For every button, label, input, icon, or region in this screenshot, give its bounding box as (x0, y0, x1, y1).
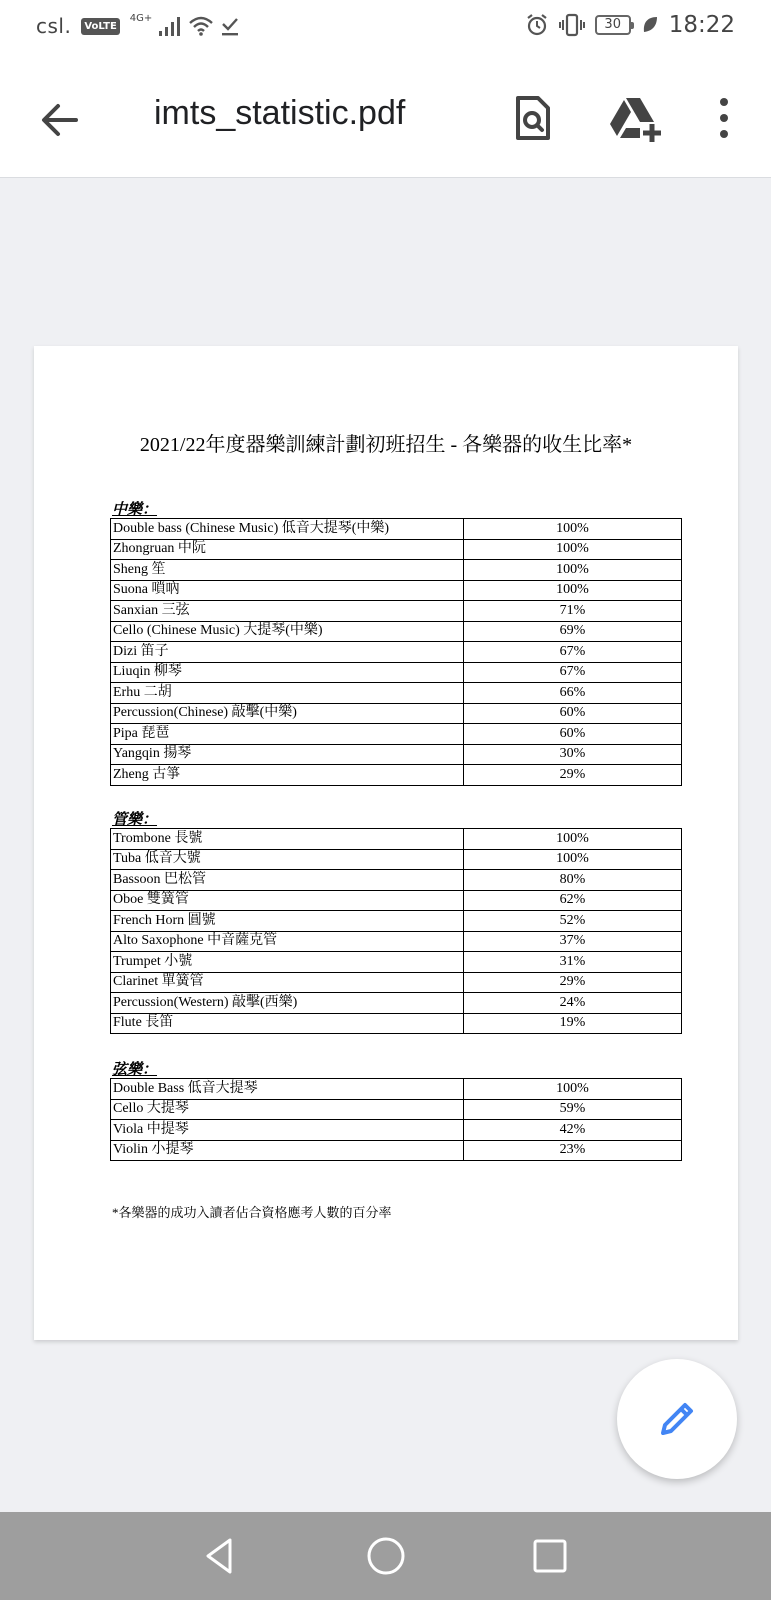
table-row (111, 539, 682, 560)
instrument-name: Trombone 長號 (111, 829, 464, 850)
back-button[interactable] (36, 96, 84, 144)
table-row (111, 890, 682, 911)
section-label-chinese: 中樂： (112, 502, 158, 518)
admission-rate: 24% (464, 993, 682, 1014)
admission-rate: 69% (464, 621, 682, 642)
network-type: 4G+ (129, 12, 153, 24)
admission-rate: 100% (464, 849, 682, 870)
nav-back-icon (196, 1532, 244, 1580)
instrument-name: Violin 小提琴 (111, 1140, 464, 1161)
add-to-drive-button[interactable] (608, 94, 664, 144)
admission-rate: 52% (464, 911, 682, 932)
instrument-name: Erhu 二胡 (111, 683, 464, 704)
instrument-name: Flute 長笛 (111, 1013, 464, 1034)
status-left (36, 14, 240, 38)
instrument-name: Sheng 笙 (111, 560, 464, 581)
more-vert-icon (712, 94, 736, 142)
status-bar (0, 0, 771, 58)
admission-rate: 80% (464, 870, 682, 891)
table-wind-instruments (110, 828, 682, 1034)
instrument-name: Alto Saxophone 中音薩克管 (111, 931, 464, 952)
leaf-icon (641, 15, 659, 35)
find-in-document-button[interactable] (508, 94, 556, 142)
table-row (111, 621, 682, 642)
table-row (111, 703, 682, 724)
admission-rate: 71% (464, 601, 682, 622)
download-done-icon (220, 15, 240, 37)
instrument-name: Tuba 低音大號 (111, 849, 464, 870)
navigation-bar (0, 1512, 771, 1600)
admission-rate: 60% (464, 724, 682, 745)
instrument-name: Dizi 笛子 (111, 642, 464, 663)
table-row (111, 1099, 682, 1120)
pdf-title: 2021/22年度器樂訓練計劃初班招生 - 各樂器的收生比率* (139, 434, 633, 456)
admission-rate: 29% (464, 765, 682, 786)
admission-rate: 100% (464, 580, 682, 601)
instrument-name: Zhongruan 中阮 (111, 539, 464, 560)
table-row (111, 642, 682, 663)
admission-rate: 30% (464, 744, 682, 765)
table-row (111, 683, 682, 704)
pdf-page[interactable] (34, 346, 738, 1340)
admission-rate: 23% (464, 1140, 682, 1161)
nav-home-icon (362, 1532, 410, 1580)
table-row (111, 931, 682, 952)
instrument-name: Oboe 雙簧管 (111, 890, 464, 911)
instrument-name: Viola 中提琴 (111, 1120, 464, 1141)
table-row (111, 560, 682, 581)
table-string-instruments (110, 1078, 682, 1161)
document-title: imts_statistic.pdf (154, 94, 406, 132)
carrier-name: csl. (36, 14, 72, 38)
instrument-name: Double Bass 低音大提琴 (111, 1079, 464, 1100)
admission-rate: 19% (464, 1013, 682, 1034)
table-row (111, 1120, 682, 1141)
table-row (111, 601, 682, 622)
table-row (111, 724, 682, 745)
clock: 18:22 (668, 12, 735, 38)
status-right (525, 12, 735, 38)
admission-rate: 100% (464, 539, 682, 560)
admission-rate: 100% (464, 829, 682, 850)
nav-recents-button[interactable] (526, 1532, 574, 1580)
table-row (111, 972, 682, 993)
instrument-name: Yangqin 揚琴 (111, 744, 464, 765)
table-row (111, 829, 682, 850)
table-row (111, 765, 682, 786)
table-row (111, 849, 682, 870)
edit-pencil-icon (655, 1397, 699, 1441)
section-label-string: 弦樂： (112, 1062, 158, 1078)
admission-rate: 29% (464, 972, 682, 993)
edit-fab[interactable] (617, 1359, 737, 1479)
nav-home-button[interactable] (362, 1532, 410, 1580)
instrument-name: Cello (Chinese Music) 大提琴(中樂) (111, 621, 464, 642)
instrument-name: Percussion(Western) 敲擊(西樂) (111, 993, 464, 1014)
signal-icon (158, 15, 182, 37)
admission-rate: 37% (464, 931, 682, 952)
instrument-name: Sanxian 三弦 (111, 601, 464, 622)
instrument-name: Pipa 琵琶 (111, 724, 464, 745)
table-row (111, 952, 682, 973)
table-row (111, 1013, 682, 1034)
battery-icon: 30 (595, 15, 631, 35)
wifi-icon (188, 15, 214, 37)
admission-rate: 67% (464, 642, 682, 663)
app-bar (0, 58, 771, 178)
instrument-name: Zheng 古箏 (111, 765, 464, 786)
admission-rate: 42% (464, 1120, 682, 1141)
table-row (111, 744, 682, 765)
table-row (111, 580, 682, 601)
admission-rate: 67% (464, 662, 682, 683)
instrument-name: Suona 嗩吶 (111, 580, 464, 601)
admission-rate: 60% (464, 703, 682, 724)
section-label-wind: 管樂： (112, 812, 158, 828)
table-row (111, 1140, 682, 1161)
table-row (111, 662, 682, 683)
admission-rate: 31% (464, 952, 682, 973)
nav-recents-icon (526, 1532, 574, 1580)
admission-rate: 100% (464, 560, 682, 581)
instrument-name: Double bass (Chinese Music) 低音大提琴(中樂) (111, 519, 464, 540)
find-in-document-icon (508, 94, 556, 142)
admission-rate: 100% (464, 519, 682, 540)
instrument-name: Bassoon 巴松管 (111, 870, 464, 891)
admission-rate: 100% (464, 1079, 682, 1100)
instrument-name: Clarinet 單簧管 (111, 972, 464, 993)
volte-badge: VoLTE (81, 18, 119, 35)
table-row (111, 1079, 682, 1100)
instrument-name: Liuqin 柳琴 (111, 662, 464, 683)
alarm-icon (525, 13, 549, 37)
table-row (111, 870, 682, 891)
table-row (111, 519, 682, 540)
table-chinese-instruments (110, 518, 682, 786)
instrument-name: French Horn 圓號 (111, 911, 464, 932)
vibrate-icon (559, 13, 585, 37)
admission-rate: 59% (464, 1099, 682, 1120)
footnote: *各樂器的成功入讀者佔合資格應考人數的百分率 (112, 1205, 392, 1220)
admission-rate: 62% (464, 890, 682, 911)
table-row (111, 911, 682, 932)
more-options-button[interactable] (712, 94, 736, 142)
back-arrow-icon (36, 96, 84, 144)
nav-back-button[interactable] (196, 1532, 244, 1580)
add-to-drive-icon (608, 94, 664, 144)
admission-rate: 66% (464, 683, 682, 704)
instrument-name: Cello 大提琴 (111, 1099, 464, 1120)
instrument-name: Percussion(Chinese) 敲擊(中樂) (111, 703, 464, 724)
table-row (111, 993, 682, 1014)
instrument-name: Trumpet 小號 (111, 952, 464, 973)
